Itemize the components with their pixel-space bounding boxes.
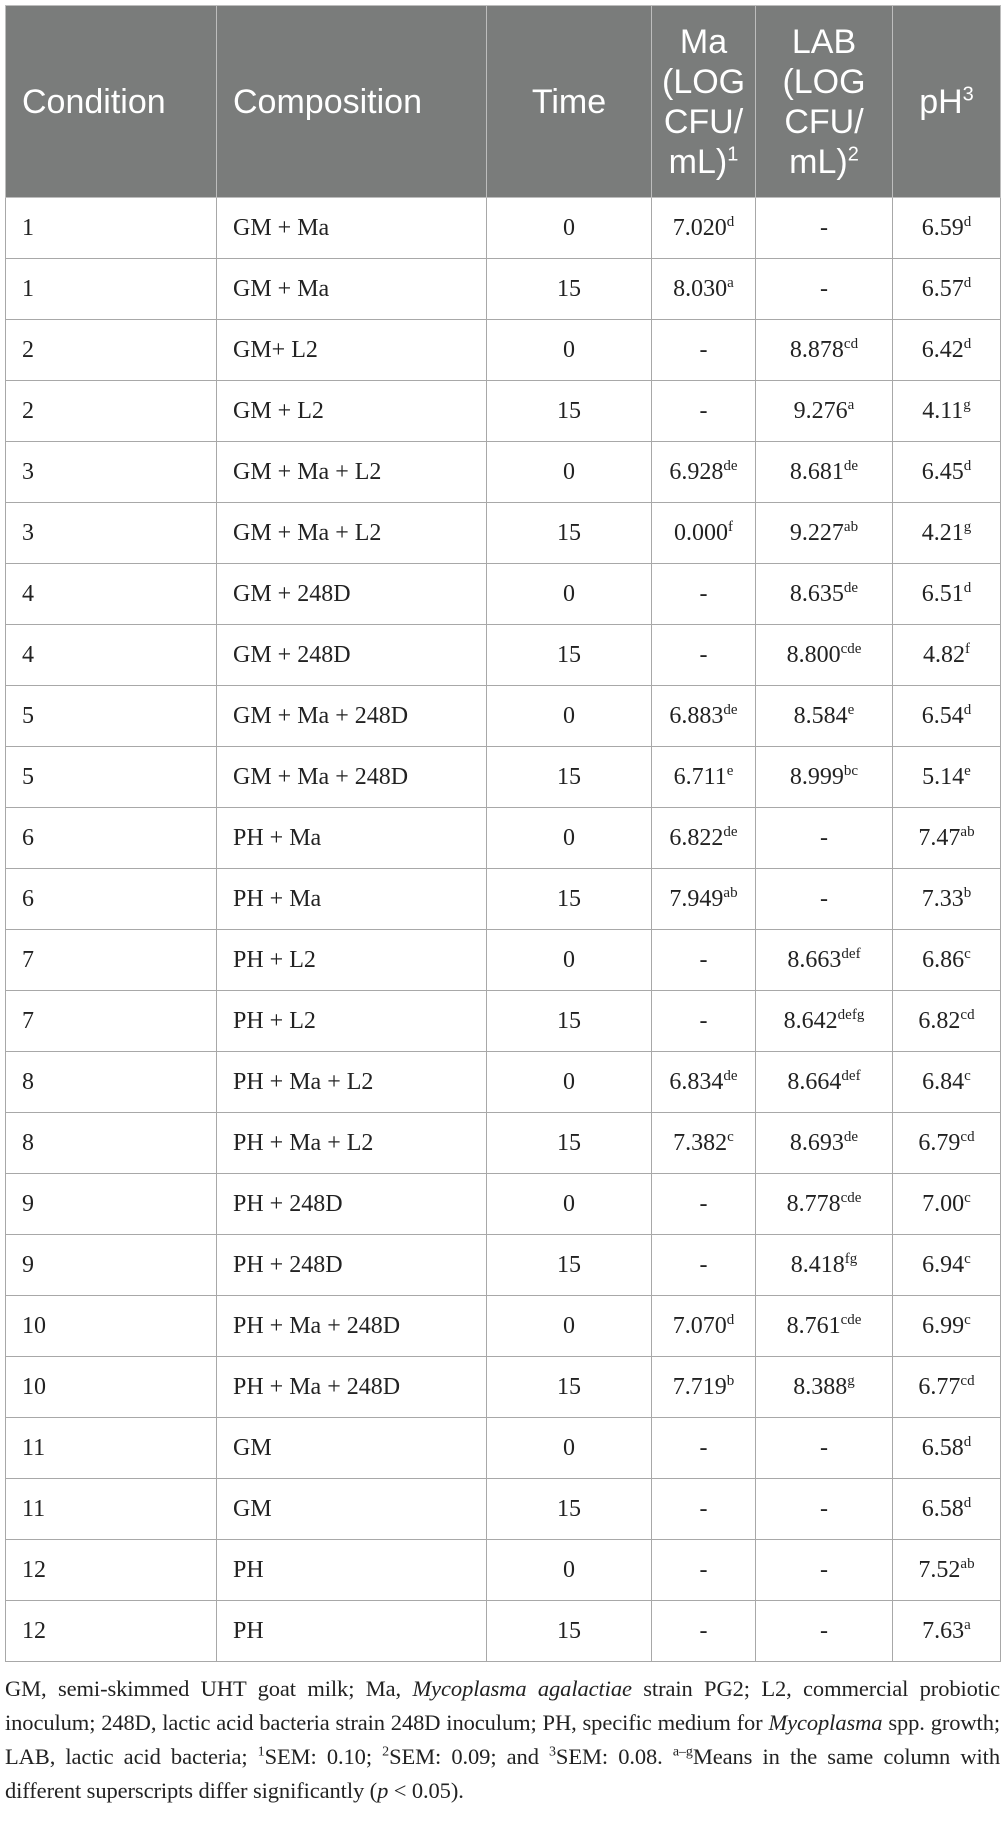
cell-composition: GM + Ma + 248D [217,747,487,808]
cell-time: 15 [487,381,652,442]
cell-composition: PH + Ma + 248D [217,1357,487,1418]
cell-ma: - [652,930,756,991]
cell-composition: GM+ L2 [217,320,487,381]
cell-time: 0 [487,442,652,503]
cell-composition: GM + L2 [217,381,487,442]
table-row [6,747,1001,808]
results-table [5,5,1001,1662]
table-footnote: GM, semi-skimmed UHT goat milk; Ma, Mycoplasma agalactiae strain PG2; L2, commercial probiotic inoculum; 248D, lactic acid bacteria strain 248D inoculum; PH, specific medium for Mycoplasma spp. growth; LAB, lactic acid bacteria; $^1$SEM: 0.10; $^2$SEM: 0.09; and $^3$SEM: 0.08. $^{a-g}$Means in the same column with different superscripts differ significantly (p < 0.05). [5,1676,1001,1803]
table-row [6,1601,1001,1662]
cell-ma: - [652,1235,756,1296]
table-row [6,442,1001,503]
header-lab: LAB (LOG CFU/ mL)$^2$ [756,6,893,198]
cell-time: 15 [487,1235,652,1296]
header-composition: Composition [217,6,487,198]
cell-lab: 9.227$^{ab}$ [756,503,893,564]
cell-ph: 6.57$^d$ [893,259,1001,320]
cell-lab: 8.664$^{def}$ [756,1052,893,1113]
cell-ma: - [652,1418,756,1479]
cell-lab: 8.388$^g$ [756,1357,893,1418]
cell-ph: 6.54$^d$ [893,686,1001,747]
cell-ph: 6.94$^c$ [893,1235,1001,1296]
cell-ph: 6.77$^{cd}$ [893,1357,1001,1418]
cell-composition: GM [217,1479,487,1540]
cell-lab: - [756,869,893,930]
table-row [6,686,1001,747]
cell-condition: 3 [6,503,217,564]
cell-ma: - [652,1540,756,1601]
cell-time: 0 [487,320,652,381]
cell-lab: 8.800$^{cde}$ [756,625,893,686]
cell-ma: - [652,991,756,1052]
cell-ma: 7.949$^{ab}$ [652,869,756,930]
cell-ma: 6.711e [652,747,756,808]
cell-composition: PH + Ma [217,808,487,869]
table-row [6,991,1001,1052]
cell-ph: 7.33$^b$ [893,869,1001,930]
cell-condition: 11 [6,1418,217,1479]
table-row [6,1235,1001,1296]
cell-ma: 6.883de [652,686,756,747]
table-row [6,1540,1001,1601]
cell-time: 15 [487,625,652,686]
cell-ph: 7.52$^{ab}$ [893,1540,1001,1601]
cell-condition: 10 [6,1357,217,1418]
cell-ph: 6.86$^c$ [893,930,1001,991]
cell-ma: - [652,381,756,442]
cell-ph: 6.58$^d$ [893,1479,1001,1540]
cell-lab: 8.761$^{cde}$ [756,1296,893,1357]
cell-condition: 5 [6,747,217,808]
cell-time: 0 [487,564,652,625]
cell-condition: 2 [6,381,217,442]
cell-composition: PH + Ma + L2 [217,1113,487,1174]
cell-ph: 7.63$^a$ [893,1601,1001,1662]
cell-ma: - [652,625,756,686]
cell-lab: 9.276$^a$ [756,381,893,442]
cell-lab: 8.584e [756,686,893,747]
cell-condition: 10 [6,1296,217,1357]
cell-lab: - [756,1418,893,1479]
header-condition: Condition [6,6,217,198]
header-time: Time [487,6,652,198]
cell-composition: GM + Ma + L2 [217,442,487,503]
cell-ma: 0.000$^f$ [652,503,756,564]
cell-time: 0 [487,686,652,747]
cell-time: 15 [487,1113,652,1174]
cell-composition: PH [217,1540,487,1601]
cell-time: 0 [487,1418,652,1479]
cell-condition: 4 [6,625,217,686]
cell-lab: - [756,808,893,869]
cell-condition: 6 [6,869,217,930]
cell-condition: 2 [6,320,217,381]
cell-ph: 6.59$^d$ [893,198,1001,259]
cell-lab: - [756,259,893,320]
cell-time: 0 [487,1540,652,1601]
table-row [6,1357,1001,1418]
cell-composition: GM + Ma [217,259,487,320]
cell-lab: 8.663$^{def}$ [756,930,893,991]
cell-condition: 9 [6,1235,217,1296]
cell-time: 0 [487,1296,652,1357]
cell-ma: - [652,1174,756,1235]
cell-time: 0 [487,1052,652,1113]
cell-ma: - [652,1479,756,1540]
table-row [6,503,1001,564]
cell-ph: 6.82$^{cd}$ [893,991,1001,1052]
cell-time: 0 [487,198,652,259]
cell-composition: GM + Ma + 248D [217,686,487,747]
table-row [6,320,1001,381]
cell-time: 15 [487,503,652,564]
table-row [6,564,1001,625]
cell-lab: - [756,1479,893,1540]
cell-ma: - [652,320,756,381]
table-row [6,198,1001,259]
cell-condition: 7 [6,930,217,991]
cell-ma: 8.030$^a$ [652,259,756,320]
cell-lab: - [756,1540,893,1601]
cell-condition: 12 [6,1601,217,1662]
cell-ph: 6.84$^c$ [893,1052,1001,1113]
cell-composition: GM + Ma + L2 [217,503,487,564]
cell-ph: 7.47$^{ab}$ [893,808,1001,869]
table-row [6,381,1001,442]
header-ph: $pH^3$ [893,6,1001,198]
cell-condition: 1 [6,259,217,320]
cell-ma: 7.070$^d$ [652,1296,756,1357]
cell-composition: PH [217,1601,487,1662]
cell-time: 15 [487,1479,652,1540]
cell-composition: GM + 248D [217,564,487,625]
cell-condition: 12 [6,1540,217,1601]
cell-lab: 8.878$^{cd}$ [756,320,893,381]
cell-ma: - [652,1601,756,1662]
cell-ph: 6.51$^d$ [893,564,1001,625]
table-row [6,1479,1001,1540]
cell-ph: 4.11$^g$ [893,381,1001,442]
cell-condition: 5 [6,686,217,747]
cell-ma: 7.020$^d$ [652,198,756,259]
table-row [6,930,1001,991]
cell-condition: 8 [6,1052,217,1113]
cell-condition: 1 [6,198,217,259]
table-row [6,259,1001,320]
cell-lab: 8.418$^{fg}$ [756,1235,893,1296]
cell-ph: 5.14e [893,747,1001,808]
cell-condition: 4 [6,564,217,625]
cell-ph: 6.42$^d$ [893,320,1001,381]
cell-ph: 4.82$^f$ [893,625,1001,686]
table-row [6,625,1001,686]
cell-lab: 8.681de [756,442,893,503]
cell-time: 15 [487,1601,652,1662]
cell-condition: 6 [6,808,217,869]
cell-time: 0 [487,808,652,869]
cell-time: 0 [487,930,652,991]
cell-ma: 7.719$^b$ [652,1357,756,1418]
table-row [6,1052,1001,1113]
header-ma: Ma (LOG CFU/ mL)$^1$ [652,6,756,198]
cell-time: 15 [487,1357,652,1418]
cell-ma: 6.822de [652,808,756,869]
cell-composition: GM + 248D [217,625,487,686]
cell-time: 15 [487,259,652,320]
table-body [6,198,1001,1662]
table-row [6,1296,1001,1357]
cell-composition: PH + L2 [217,991,487,1052]
cell-ph: 6.45$^d$ [893,442,1001,503]
table-row [6,869,1001,930]
cell-ph: 4.21$^g$ [893,503,1001,564]
cell-composition: PH + Ma [217,869,487,930]
cell-ph: 7.00$^c$ [893,1174,1001,1235]
cell-condition: 3 [6,442,217,503]
cell-condition: 9 [6,1174,217,1235]
cell-condition: 8 [6,1113,217,1174]
cell-lab: 8.693de [756,1113,893,1174]
cell-ph: 6.58$^d$ [893,1418,1001,1479]
cell-ph: 6.79$^{cd}$ [893,1113,1001,1174]
cell-time: 15 [487,747,652,808]
cell-ma: 6.834de [652,1052,756,1113]
cell-ma: 7.382$^c$ [652,1113,756,1174]
cell-composition: PH + L2 [217,930,487,991]
cell-condition: 7 [6,991,217,1052]
table-row [6,808,1001,869]
table-row [6,1174,1001,1235]
cell-lab: 8.635de [756,564,893,625]
cell-lab: $8.642^{defg}$ [756,991,893,1052]
cell-lab: - [756,198,893,259]
cell-time: 0 [487,1174,652,1235]
cell-ph: 6.99$^c$ [893,1296,1001,1357]
cell-composition: PH + Ma + 248D [217,1296,487,1357]
cell-time: 15 [487,991,652,1052]
cell-composition: GM + Ma [217,198,487,259]
cell-ma: - [652,564,756,625]
cell-lab: 8.999$^{bc}$ [756,747,893,808]
header-row [6,6,1001,198]
cell-time: 15 [487,869,652,930]
cell-condition: 11 [6,1479,217,1540]
cell-ma: 6.928de [652,442,756,503]
cell-composition: GM [217,1418,487,1479]
cell-composition: PH + 248D [217,1235,487,1296]
table-row [6,1418,1001,1479]
table-row [6,1113,1001,1174]
cell-composition: PH + Ma + L2 [217,1052,487,1113]
cell-lab: - [756,1601,893,1662]
cell-composition: PH + 248D [217,1174,487,1235]
cell-lab: 8.778$^{cde}$ [756,1174,893,1235]
